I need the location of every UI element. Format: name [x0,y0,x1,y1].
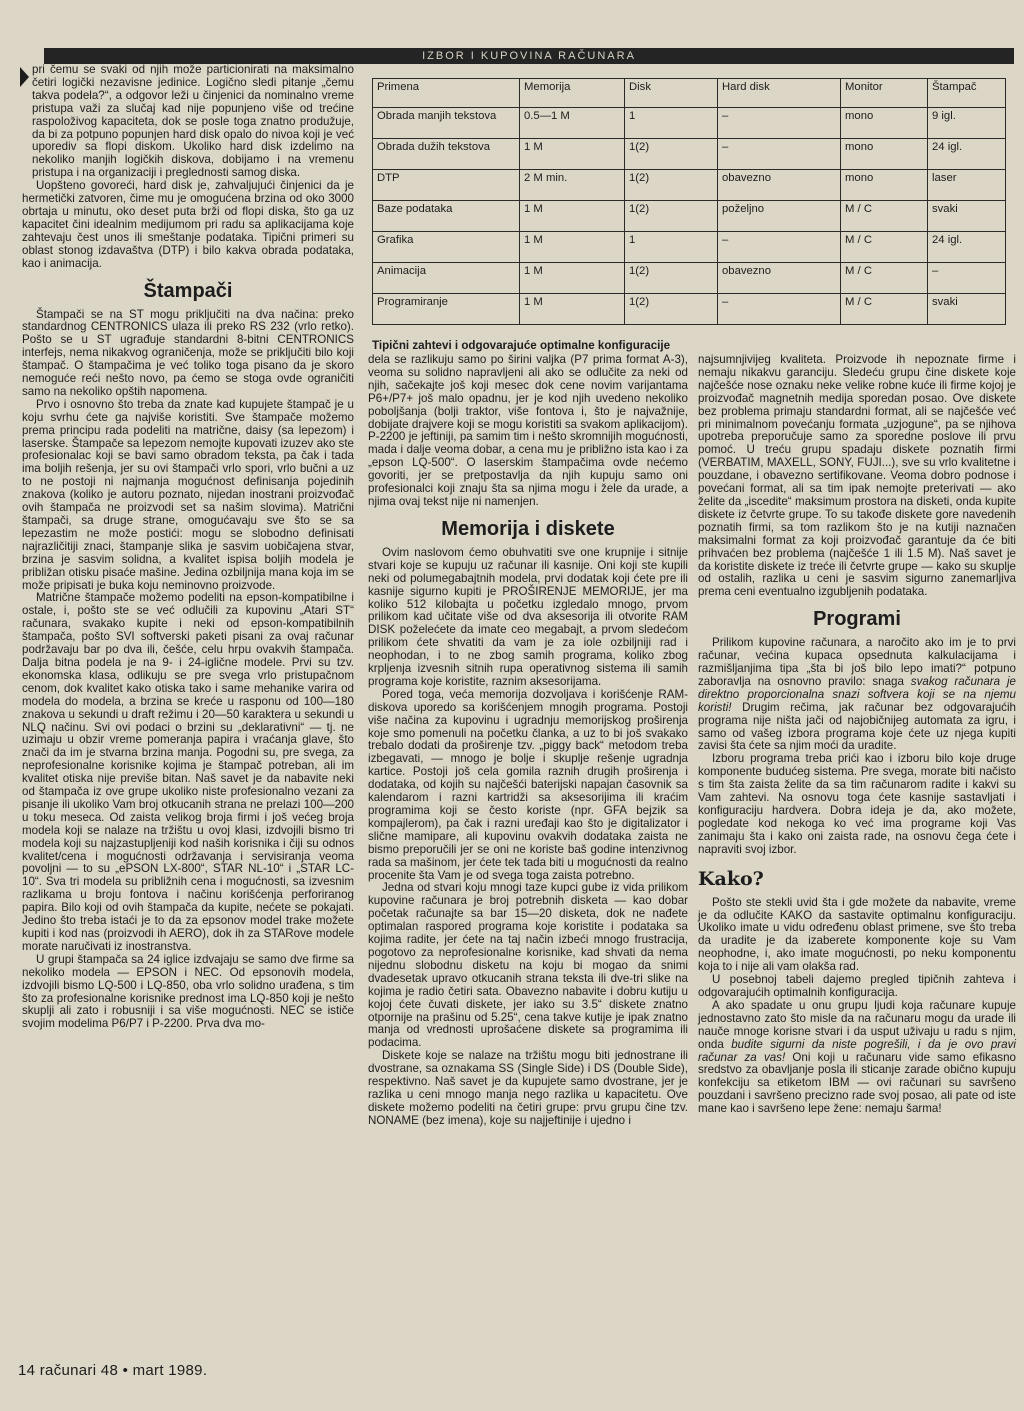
table-header-cell: Primena [373,79,520,108]
heading-stampaci: Štampači [143,279,233,302]
emphasis: svakog računara je direktno proporcionalna snazi softvera koji se na njemu koristi! [698,674,1016,714]
table-header-cell: Štampač [928,79,1006,108]
table-cell: DTP [373,170,520,201]
table-cell: 1 [625,232,718,263]
section-header-band: IZBOR I KUPOVINA RAČUNARA [44,48,1014,64]
table-cell: poželjno [718,201,841,232]
table-cell: – [718,232,841,263]
table-cell: mono [841,108,928,139]
table-cell: 1 M [520,139,625,170]
table-cell: 9 igl. [928,108,1006,139]
table-cell: mono [841,139,928,170]
text-run: Oni koji u računaru vide samo efikasno sredstvo za obavljanje posla ili sticanje zarade obično kupuju konfekciju sa etiketom IBM — ovi računari su savršeno pouzdani i savršeno precizno rade svoj posao, ali pate od iste mane kao i savršeno lepe žene: nemaju šarma! [698,1050,1016,1116]
table-cell: – [718,139,841,170]
table-cell: 24 igl. [928,139,1006,170]
table-row [373,108,1006,139]
table-cell: 2 M min. [520,170,625,201]
table-cell: 24 igl. [928,232,1006,263]
paragraph: Pošto ste stekli uvid šta i gde možete da nabavite, vreme je da odlučite KAKO da sastavite optimalnu konfiguraciju. Ukoliko imate u vidu određenu oblast primene, sve što treba da uradite je da izaberete komponente koje su Vam neophodne, i, ako imate mogućnosti, po neku komponentu koja to i nije ali vam olakša rad. [698,895,1016,974]
text-run: Drugim rečima, jak računar bez odgovarajućih programa nije ništa jači od najobičnijeg automata za igru, i samo od vašeg izbora programa koje ćete uz njega kupiti zavisi šta ćete sa njim moći da uradite. [698,700,1016,753]
paragraph: pri čemu se svaki od njih može particionirati na maksimalno četiri logički nezavisne jedinice. Logično sledi pitanje „čemu takva podela?“, a odgovor leži u činjenici da nominalno vreme pristupa važi za slučaj kad nije popunjeno više od trećine raspoloživog kapaciteta, dok se posle toga znatno produžuje, da bi za potpuno popunjen hard disk opalo do nivoa koji je već uporediv sa flopi diskom. Ukoliko hard disk izdelimo na nekoliko manjih logičkih diskova, dobijamo i na vremenu pristupa i na organizaciji i preglednosti samog diska. [32,63,354,180]
table-cell: M / C [841,232,928,263]
table-cell: Obrada manjih tekstova [373,108,520,139]
table-cell: – [718,294,841,325]
paragraph: Diskete koje se nalaze na tržištu mogu biti jednostrane ili dvostrane, sa oznakama SS (Single Side) i DS (Double Side), respektivno. Naš savet je da kupujete samo dvostrane, jer je razlika u ceni mnogo manja nego razlika u kapacitetu. Ove diskete možemo podeliti na četiri grupe: prvu grupu čine tzv. NONAME (bez imena), koje su najjeftinije i ujedno i [368,1049,688,1127]
table-cell: 1 M [520,201,625,232]
table-cell: M / C [841,263,928,294]
table-row [373,139,1006,170]
table-header-row [373,79,1006,108]
text-run: Prilikom kupovine računara, a naročito ako im je to prvi računar, većina kupaca opsednuta kalkulacijama i razmišljanjima tipa „šta bi još bilo lepo imati?“ potpuno zaboravlja na osnovno pravilo: snaga [698,636,1016,688]
table-cell: svaki [928,201,1006,232]
table-row [373,170,1006,201]
paragraph: Prvo i osnovno što treba da znate kad kupujete štampač je u koju svrhu ćete ga najviše koristiti. Sve štampače možemo prema principu rada podeliti na matrične, daisy (sa lepezom) i laserske. Štampače sa lepezom nemojte kupovati izuzev ako ste profesionalac koji se bavi samo obradom teksta, pa čak i tada ima boljih rešenja, jer su ovi štampači vrlo spori, vrlo bučni a uz to ne postoji ni najmanja mogućnost definisanja pojedinih znakova (koliko je autoru poznato, nijedan inostrani proizvođač ovih štampača ne proizvodi set sa našim slovima). Matrični štampači, sa druge strane, omogućavaju sve što se sa lepezastim ne može postići: mogu se slobodno definisati najrazličitiji znaci, štampanje slika je sasvim uobičajena stvar, brzina je sasvim solidna, a kvalitet ispisa boljih modela je približan otisku pisaće mašine. Jedina ozbiljnija mana koja im se može pripisati je buka koju neminovno proizvode. [22,397,354,592]
column-middle [368,354,688,1128]
configuration-table [372,78,1006,325]
table-cell: 1(2) [625,170,718,201]
table-header-cell: Hard disk [718,79,841,108]
table-cell: Baze podataka [373,201,520,232]
column-left [22,64,354,1031]
table-header-cell: Memorija [520,79,625,108]
table-row [373,232,1006,263]
table-cell: – [928,263,1006,294]
table-cell: laser [928,170,1006,201]
paragraph [698,637,1016,753]
table-caption: Tipični zahtevi i odgovarajuće optimalne konfiguracije [372,339,671,352]
table-cell: obavezno [718,263,841,294]
table-cell: 1 M [520,232,625,263]
table-header-cell: Disk [625,79,718,108]
table-row [373,201,1006,232]
table-cell: mono [841,170,928,201]
heading-kako: Kako? [698,867,764,890]
table-cell: 1(2) [625,201,718,232]
page-footer: 14 računari 48 • mart 1989. [18,1362,208,1379]
table-cell: 1(2) [625,294,718,325]
table-cell: 1(2) [625,139,718,170]
paragraph: Uopšteno govoreći, hard disk je, zahvaljujući činjenici da je hermetički zatvoren, čime mu je omogućena brzina od oko 3000 obrtaja u minutu, oko deset puta brži od flopi diska, što ga uz kapacitet čini idealnim medijumom pri radu sa aplikacijama koje zahtevaju čest unos ili smeštanje podataka. Tipični primeri su oblast stonog izdavaštva (DTP) i bilo kakva obrada podataka, kao i animacija. [22,179,354,270]
paragraph [698,1000,1016,1116]
table-cell: 1 M [520,263,625,294]
table-cell: M / C [841,294,928,325]
heading-programi: Programi [813,608,901,631]
table-cell: – [718,108,841,139]
paragraph: Pored toga, veća memorija dozvoljava i korišćenje RAM-diskova uporedo sa korišćenjem mnogih programa. Postoji više načina za kupovinu i ugradnju memorijskog proširenja koje smo pomenuli na početku članka, a uz to bi još svakako trebalo dodati da proširenje tzv. „piggy back“ metodom treba izbegavati, — mnogo je bolje i skuplje rešenje ugradnja kartice. Postoji još cela gomila raznih drugih proširenja i dodataka, od kojih su najčešći baterijski napajan časovnik sa kalendarom i razni kartridži sa aksesorijima ili kraćim programima koji se često koriste (npr. GFA bejzik sa kompajlerom), pa čak i razni uređaji kao što je digitalizator i slične mamipare, ali kupovinu ovakvih dodataka zaista ne bismo preporučili jer se oni ne koriste baš godine intenzivnog rada sa mašinom, jer ćete tek tada biti u mogućnosti da realno procenite šta Vam je od svega toga zaista potrebno. [368,687,688,882]
table-cell: 1(2) [625,263,718,294]
table-cell: Animacija [373,263,520,294]
table-header-cell: Monitor [841,79,928,108]
text-run: A ako spadate u onu grupu ljudi koja računare kupuje jednostavno zato što misle da na računaru mogu da urade ili nauče mnoge korisne stvari i da usput uživaju u radu s njim, onda [698,998,1016,1051]
heading-memorija: Memorija i diskete [441,517,615,540]
paragraph: Izboru programa treba prići kao i izboru bilo koje druge komponente budućeg sistema. Pre svega, morate biti načisto s tim šta zaista želite da sa tim računarom radite i kakvi su Vam zahtevi. Na osnovu toga ćete kasnije sastavljati i konfiguraciju hardvera. Dobra ideja je da, ako možete, pogledate kod nekoga ko već ima programe koji Vas zanimaju šta i kako oni zaista rade, na osnovu čega ćete i napraviti svoj izbor. [698,752,1016,856]
table-cell: 1 M [520,294,625,325]
table-row [373,294,1006,325]
paragraph: Ovim naslovom ćemo obuhvatiti sve one krupnije i sitnije stvari koje se kupuju uz računar ili kasnije. Oni koji ste kupili neki od polumegabajtnih modela, prvi dodatak koji ćete pre ili kasnije sigurno kupiti je PROŠIRENJE MEMORIJE, jer ma koliko 512 kilobajta u početku izgledalo mnogo, prvom prilikom kad učitate više od dva aksesorija ili otvorite RAM DISK poželećete da imate ceo megabajt, a prvom sledećom prilikom ćete shvatiti da vam je za iole ozbiljniji rad i neophodan, i to ne zbog samih programa, koliko zbog krpljenja izvesnih sitnih rupa operativnog sistema ili samih programa koje koristite, raznim aksesorijama. [368,545,688,688]
table-cell: Grafika [373,232,520,263]
table-cell: Programiranje [373,294,520,325]
table-cell: svaki [928,294,1006,325]
table-cell: Obrada dužih tekstova [373,139,520,170]
paragraph: najsumnjivijeg kvaliteta. Proizvode ih nepoznate firme i nemaju nikakvu garanciju. Sledeću grupu čine diskete koje najčešće nose oznaku neke velike robne kuće ili firme kojoj je proizvođač magnetnih medija sporedan posao. Ove diskete bez problema primaju standardni format, ali se najčešće već pri minimalnom povećanju formata „uzjogune“, pa se njihova upotreba preporučuje samo za sporedne poslove ili prvu pomoć. U treću grupu spadaju diskete poznatih firmi (VERBATIM, MAXELL, SONY, FUJI...), sve su vrlo kvalitetne i pouzdane, i obavezno sertifikovane. Veoma dobro podnose i povećani format, ali sa tim ipak nemojte preterivati — ako želite da „iscedite“ maksimum prostora na disketi, onda kupite diskete iz četvrte grupe. To su takođe diskete gore navedenih poznatih firmi, sa tom razlikom što je na kutiji naznačen maksimalni format za koji proizvođač garantuje da će biti prihvaćen bez problema (najčešće 1 ili 1.5 M). Naš savet je da koristite diskete iz treće ili četvrte grupe — kako su skuplje od ostalih, razlika u ceni je sasvim sigurno zanemarljiva prema ceni eventualno izgubljenih podataka. [698,353,1016,599]
paragraph: Jedna od stvari koju mnogi taze kupci gube iz vida prilikom kupovine računara je broj potrebnih disketa — kao dobar početak računajte sa bar 15—20 disketa, dok ne nađete optimalan raspored programa koje koristite i podataka sa kojima radite, jer ćete na taj način izbeći mnogo frustracija, pogotovo za neprofesionalne korisnike, kad shvati da nema nijednu slobodnu disketu na koju bi mogao da snimi dvadesetak upravo otkucanih strana teksta ili dve-tri slike na kojima je radio četiri sata. Obavezno nabavite i dobru kutiju u kojoj ćete čuvati diskete, jer iako su 3.5“ diskete znatno otpornije na prašinu od 5.25“, cena takve kutije je ipak znatno manja od vrednosti uprošaćene diskete sa programima ili podacima. [368,881,688,1050]
emphasis: budite sigurni da niste pogrešili, i da je ovo pravi računar za vas! [698,1037,1016,1064]
paragraph: dela se razlikuju samo po širini valjka (P7 prima format A-3), veoma su solidno napravljeni ali ako se odlučite za neki od njih, sačekajte još koji mesec dok cene novim varijantama P6+/P7+ još malo opadnu, jer je kod njih uvedeno nekoliko poboljšanja (bolji traktor, više fontova i, što je najvažnije, dobijate drajvere koji se mogu koristiti sa svakom aplikacijom). P-2200 je jeftiniji, pa samim tim i nešto skromnijih mogućnosti, mada i dalje veoma dobar, a cena mu je približno ista kao i za „epson LQ-500“. O laserskim štampačima ovde nećemo govoriti, jer se pretpostavlja da njih kupuju samo oni profesionalci koji znaju šta sa njima mogu i žele da urade, a njima ovaj tekst nije ni namenjen. [368,353,688,508]
table-cell: 1 [625,108,718,139]
column-right [698,354,1016,1116]
table-row [373,263,1006,294]
table-cell: M / C [841,201,928,232]
paragraph: Štampači se na ST mogu priključiti na dva načina: preko standardnog CENTRONICS ulaza ili preko RS 232 (vrlo retko). Pošto se u ST ugrađuje standardni 8-bitni CENTRONICS interfejs, nema nikakvog ograničenja, može se priključiti bilo koji štampač. O štampačima je već toliko toga pisano da je skoro nemoguće reći nešto novo, pa ćemo se stoga ovde ograničiti samo na nekoliko opštih napomena. [22,307,354,398]
table-cell: obavezno [718,170,841,201]
table-cell: 0.5—1 M [520,108,625,139]
paragraph: U posebnoj tabeli dajemo pregled tipičnih zahteva i odgovarajućih optimalnih konfiguracija. [698,973,1016,999]
paragraph: Matrične štampače možemo podeliti na epson-kompatibilne i ostale, i, pošto ste se već odlučili za kupovinu „Atari ST“ računara, svakako kupite i neki od epson-kompatibilnih štampača, pošto SVI softverski paketi pisani za ovaj računar podržavaju bar po dva ili, češće, celu hrpu ovakvih štampača. Dalja bitna podela je na 9- i 24-igličnе modele. Prvi su tzv. ekonomska klasa, odlikuju se pre svega vrlo pristupačnom cenom, dok kvalitet kako otiska tako i same mehanike varira od modela do modela, a brzina se kreće u rasponu od 100—180 znakova u sekundi u draft režimu i 20—50 karaktera u sekundi u NLQ načinu. Svi ovi podaci o brzini su „deklarativni“ — tj. ne uzimaju u obzir vreme pomeranja papira i vraćanja glave, što znači da im je stvarna brzina manja. Pogodni su, pre svega, za neprofesionalne korisnike kojima je štampač potreban, ali im kvalitet otiska nije previše bitan. Naš savet je da nabavite neki od štampača iz ove grupe ukoliko niste profesionalno vezani za pisanje ili ukoliko Vam broj otkucanih strana ne prelazi 100—200 u toku meseca. Od zaista velikog broja firmi i još većeg broja modela koji se nalaze na tržištu u ovoj klasi, izdvojili bismo tri modela koji su najzastupljeniji kod naših korisnika i čiji su odnos kvalitet/cena i mogućnosti održavanja i servisiranja veoma povoljni — to su „ePSON LX-800“, STAR NL-10“ i „STAR LC-10“. Sva tri modela su približnih cena i mogućnosti, sa izvesnim razlikama u broju fontova i načinu korišćenja perforiranog papira. Bilo koji od ovih štampača da kupite, nećete se pokajati. Jedino što treba istaći je to da za epsonov model trake možete kupiti i kod nas (proizvodi ih AERO), dok ih za STARove modele morate naručivati iz inostranstva. [22,591,354,953]
paragraph: U grupi štampača sa 24 iglice izdvajaju se samo dve firme sa nekoliko modela — EPSON i NEC. Od epsonovih modela, izdvojili bismo LQ-500 i LQ-850, oba vrlo solidno urađena, s tim što za profesionalne korisnike prednost ima LQ-850 koji je nešto skuplji ali zato i robusniji i sa više mogućnosti. NEC se ističe svojim modelima P6/P7 i P-2200. Prva dva mo- [22,952,354,1031]
